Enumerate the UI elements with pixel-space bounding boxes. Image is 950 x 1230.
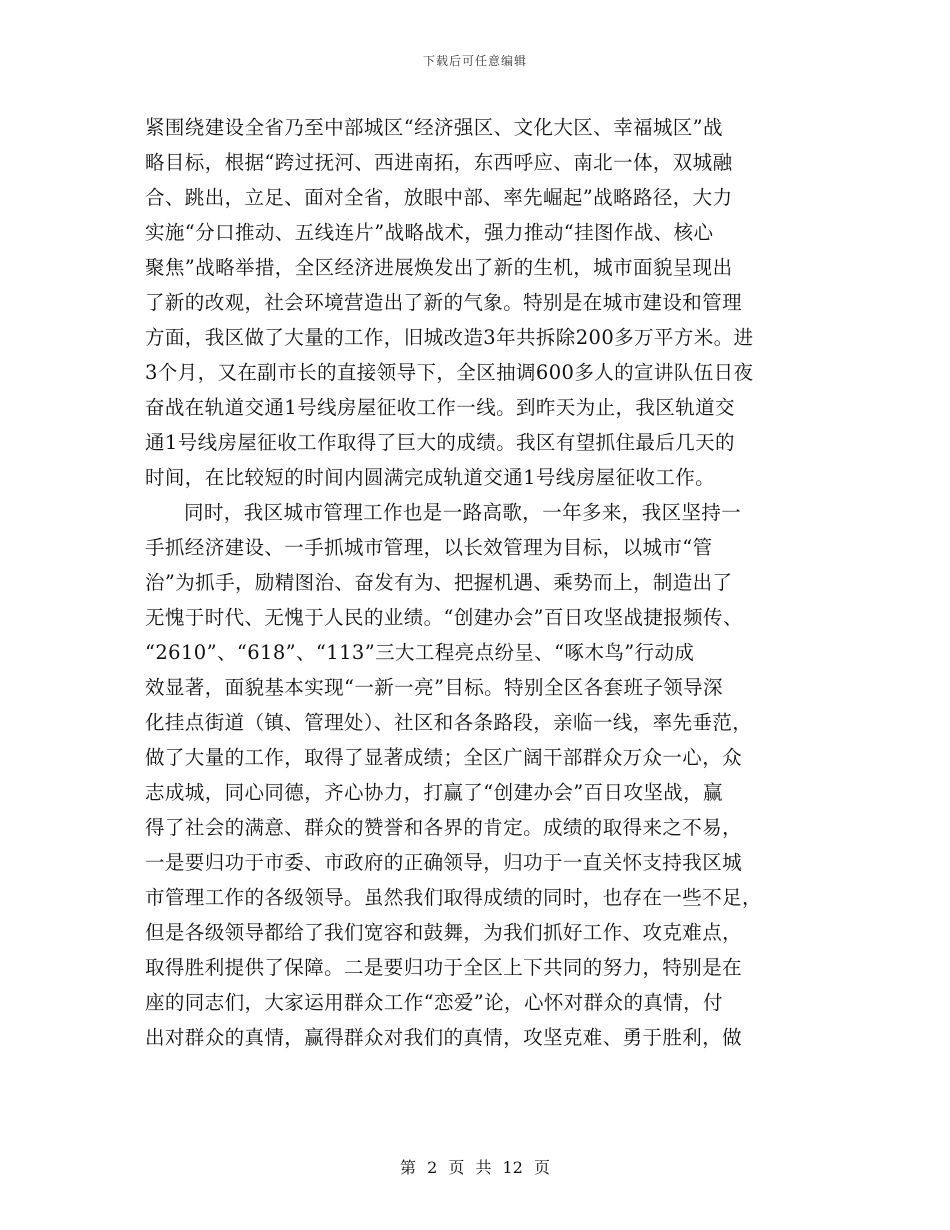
body-text-line: 手抓经济建设、一手抓城市管理，以长效管理为目标，以城市“管 <box>145 536 713 559</box>
body-text-line: “2610”、“618”、“113”三大工程亮点纷呈、“啄木鸟”行动成 <box>145 641 695 664</box>
body-text-line: 志成城，同心同德，齐心协力，打赢了“创建办会”百日攻坚战，赢 <box>145 781 723 804</box>
body-text-line: 奋战在轨道交通1号线房屋征收工作一线。到昨天为止，我区轨道交 <box>145 396 735 419</box>
body-text-line: 市管理工作的各级领导。虽然我们取得成绩的同时，也存在一些不足， <box>145 886 762 909</box>
body-text-line: 略目标，根据“跨过抚河、西进南拓，东西呼应、南北一体，双城融 <box>145 151 733 174</box>
body-text-line: 紧围绕建设全省乃至中部城区“经济强区、文化大区、幸福城区”战 <box>145 116 723 139</box>
body-text-line: 出对群众的真情，赢得群众对我们的真情，攻坚克难、勇于胜利，做 <box>145 1026 743 1049</box>
body-text-line: 3个月，又在副市长的直接领导下，全区抽调600多人的宣讲队伍日夜 <box>145 361 754 384</box>
body-text-line: 了新的改观，社会环境营造出了新的气象。特别是在城市建设和管理 <box>145 291 743 314</box>
document-body <box>145 110 805 1055</box>
body-text-line: 治”为抓手，励精图治、奋发有为、把握机遇、乘势而上，制造出了 <box>145 571 733 594</box>
page-header: 下载后可任意编辑 <box>422 54 527 68</box>
body-text-line: 同时，我区城市管理工作也是一路高歌，一年多来，我区坚持一 <box>184 501 742 524</box>
body-text-line: 时间，在比较短的时间内圆满完成轨道交通1号线房屋征收工作。 <box>145 466 716 489</box>
body-text-line: 座的同志们，大家运用群众工作“恋爱”论，心怀对群众的真情，付 <box>145 991 723 1014</box>
body-text-line: 效显著，面貌基本实现“一新一亮”目标。特别全区各套班子领导深 <box>145 676 723 699</box>
page-number-footer: 第 2 页 共 12 页 <box>400 1158 550 1177</box>
body-text-line: 化挂点街道（镇、管理处）、社区和各条路段，亲临一线，率先垂范， <box>145 711 753 734</box>
body-text-line: 做了大量的工作，取得了显著成绩；全区广阔干部群众万众一心，众 <box>145 746 743 769</box>
body-text-line: 实施“分口推动、五线连片”战略战术，强力推动“挂图作战、核心 <box>145 221 714 244</box>
body-text-line: 得了社会的满意、群众的赞誉和各界的肯定。成绩的取得来之不易， <box>145 816 743 839</box>
body-text-line: 一是要归功于市委、市政府的正确领导，归功于一直关怀支持我区城 <box>145 851 743 874</box>
body-text-line: 方面，我区做了大量的工作，旧城改造3年共拆除200多万平方米。进 <box>145 326 754 349</box>
body-text-line: 但是各级领导都给了我们宽容和鼓舞，为我们抓好工作、攻克难点， <box>145 921 743 944</box>
body-text-line: 无愧于时代、无愧于人民的业绩。“创建办会”百日攻坚战捷报频传、 <box>145 606 743 629</box>
body-text-line: 取得胜利提供了保障。二是要归功于全区上下共同的努力，特别是在 <box>145 956 743 979</box>
body-text-line: 合、跳出，立足、面对全省，放眼中部、率先崛起”战略路径，大力 <box>145 186 733 209</box>
body-text-line: 通1号线房屋征收工作取得了巨大的成绩。我区有望抓住最后几天的 <box>145 431 735 454</box>
body-text-line: 聚焦”战略举措，全区经济进展焕发出了新的生机，城市面貌呈现出 <box>145 256 733 279</box>
